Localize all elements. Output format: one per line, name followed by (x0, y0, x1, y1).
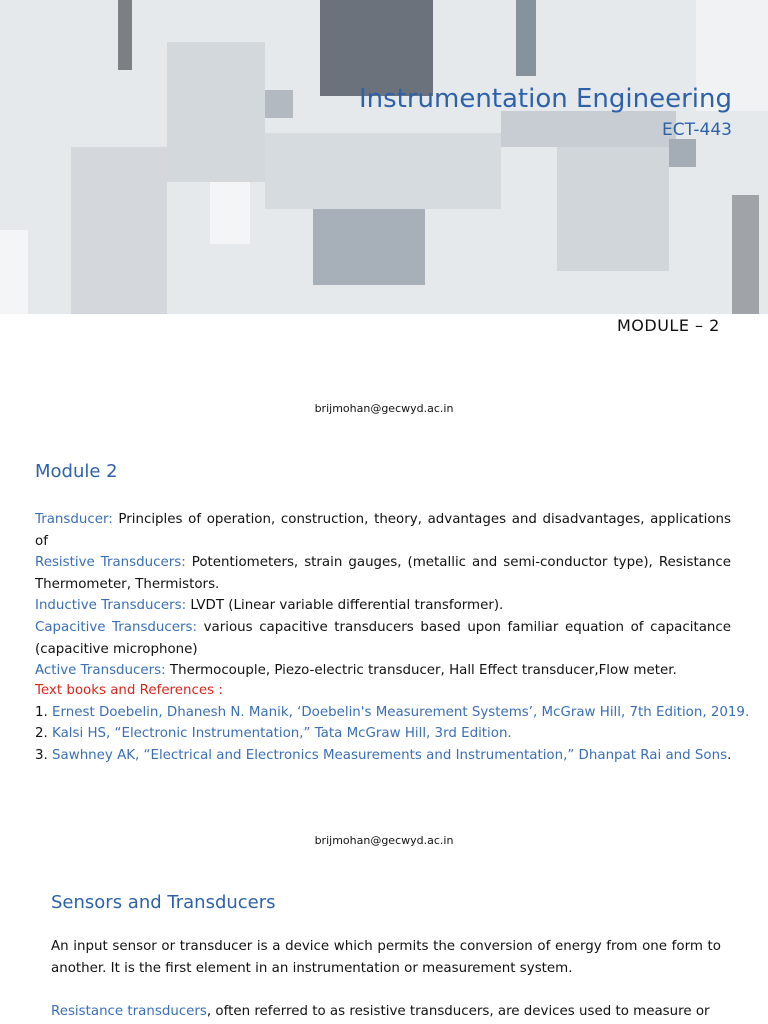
reference-link[interactable]: Ernest Doebelin, Dhanesh N. Manik, ‘Doebelin's Measurement Systems’, McGraw Hill, 7th Edition, 2019. (47, 704, 750, 720)
cover-banner (0, 0, 768, 314)
reference-item (35, 702, 750, 724)
topic-name: Inductive Transducers: (35, 598, 187, 614)
deco-rect (118, 0, 132, 70)
reference-item (35, 745, 735, 767)
topic-text: various capacitive transducers based upon familiar equation of capacitance (capacitive microphone) (35, 619, 731, 657)
resistance-transducers-link[interactable]: Resistance transducers (51, 1004, 207, 1019)
deco-rect (313, 209, 425, 285)
deco-rect (732, 195, 759, 314)
deco-rect (265, 90, 293, 118)
course-code: ECT-443 (661, 120, 732, 140)
topic-name: Capacitive Transducers: (35, 619, 198, 635)
deco-rect (167, 42, 265, 182)
reference-number: 1. (35, 704, 48, 720)
section-paragraph (51, 1001, 721, 1023)
topic-text: LVDT (Linear variable differential transformer). (186, 598, 504, 614)
module-topics (35, 509, 731, 682)
module-label: MODULE – 2 (617, 316, 720, 335)
deco-rect (210, 182, 250, 244)
topic-name: Transducer: (35, 512, 113, 527)
topic-name: Resistive Transducers: (35, 555, 186, 571)
deco-rect (0, 230, 28, 314)
references-heading: Text books and References : (35, 683, 223, 698)
reference-number: 2. (35, 726, 48, 742)
deco-rect (669, 139, 696, 167)
footer-email: brijmohan@gecwyd.ac.in (314, 402, 454, 415)
deco-rect (71, 147, 167, 314)
footer-email: brijmohan@gecwyd.ac.in (314, 834, 454, 847)
deco-rect (516, 0, 536, 76)
course-title: Instrumentation Engineering (358, 84, 732, 114)
topic-text: Thermocouple, Piezo-electric transducer, Hall Effect transducer,Flow meter. (165, 663, 677, 679)
topic-text: Potentiometers, strain gauges, (metallic and semi-conductor type), Resistance Thermometer, Thermistors. (35, 555, 731, 592)
deco-rect (557, 147, 669, 271)
paragraph-text: , often referred to as resistive transducers, are devices used to measure or (206, 1004, 710, 1019)
deco-rect (501, 111, 676, 147)
deco-rect (265, 133, 501, 209)
section-heading: Sensors and Transducers (51, 892, 276, 913)
reference-number: 3. (35, 747, 48, 763)
references-list (35, 680, 750, 766)
reference-link[interactable]: Kalsi HS, “Electronic Instrumentation,” Tata McGraw Hill, 3rd Edition. (47, 726, 512, 742)
section-paragraph: An input sensor or transducer is a device which permits the conversion of energy from one form to another. It is the first element in an instrumentation or measurement system. (51, 939, 721, 976)
reference-item (35, 723, 735, 745)
module-heading: Module 2 (35, 461, 118, 482)
deco-rect (320, 0, 433, 96)
reference-tail: . (727, 747, 732, 763)
topic-name: Active Transducers: (35, 663, 166, 679)
topic-text: Principles of operation, construction, theory, advantages and disadvantages, applications of (35, 512, 731, 549)
reference-link[interactable]: Sawhney AK, “Electrical and Electronics Measurements and Instrumentation,” Dhanpat Rai and Sons (47, 747, 728, 763)
